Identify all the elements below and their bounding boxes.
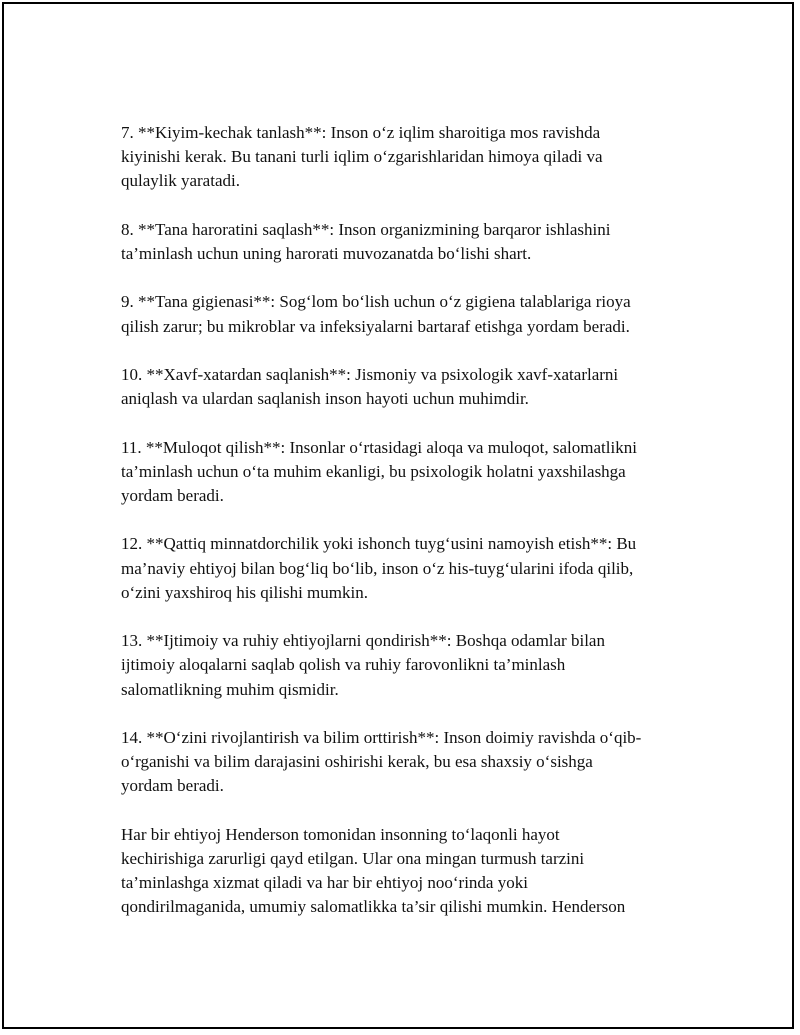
text-line: qilish zarur; bu mikroblar va infeksiyalarni bartaraf etishga yordam beradi. xyxy=(121,316,630,336)
text-line: 13. **Ijtimoiy va ruhiy ehtiyojlarni qondirish**: Boshqa odamlar bilan xyxy=(121,631,605,651)
paragraph-item-11 xyxy=(121,436,696,509)
text-line: kechirishiga zarurligi qayd etilgan. Ular ona mingan turmush tarzini xyxy=(121,848,585,868)
paragraph-item-9 xyxy=(121,290,696,338)
text-line: 8. **Tana haroratini saqlash**: Inson organizmining barqaror ishlashini xyxy=(121,219,611,239)
text-line: 11. **Muloqot qilish**: Insonlar o‘rtasidagi aloqa va muloqot, salomatlikni xyxy=(121,437,637,457)
text-line: qulaylik yaratadi. xyxy=(121,171,240,191)
paragraph-item-7 xyxy=(121,121,696,194)
text-line: 9. **Tana gigienasi**: Sog‘lom bo‘lish uchun o‘z gigiena talablariga rioya xyxy=(121,292,631,312)
text-line: ta’minlashga xizmat qiladi va har bir ehtiyoj noo‘rinda yoki xyxy=(121,873,528,893)
text-line: salomatlikning muhim qismidir. xyxy=(121,679,339,699)
paragraph-item-8 xyxy=(121,218,696,266)
text-line: aniqlash va ulardan saqlanish inson hayoti uchun muhimdir. xyxy=(121,389,529,409)
text-line: o‘zini yaxshiroq his qilishi mumkin. xyxy=(121,582,368,602)
paragraph-item-12 xyxy=(121,532,696,605)
paragraph-item-14 xyxy=(121,726,696,799)
document-body xyxy=(121,121,696,944)
text-line: 14. **O‘zini rivojlantirish va bilim orttirish**: Inson doimiy ravishda o‘qib- xyxy=(121,727,642,747)
text-line: yordam beradi. xyxy=(121,776,224,796)
text-line: 12. **Qattiq minnatdorchilik yoki ishonch tuyg‘usini namoyish etish**: Bu xyxy=(121,534,637,554)
text-line: ma’naviy ehtiyoj bilan bog‘liq bo‘lib, inson o‘z his-tuyg‘ularini ifoda qilib, xyxy=(121,558,634,578)
text-line: 7. **Kiyim-kechak tanlash**: Inson o‘z iqlim sharoitiga mos ravishda xyxy=(121,123,601,142)
text-line: ta’minlash uchun uning harorati muvozanatda bo‘lishi shart. xyxy=(121,244,532,263)
text-line: yordam beradi. xyxy=(121,485,224,505)
text-line: 10. **Xavf-xatardan saqlanish**: Jismoniy va psixologik xavf-xatarlarni xyxy=(121,364,619,384)
text-line: qondirilmaganida, umumiy salomatlikka ta’sir qilishi mumkin. Henderson xyxy=(121,897,626,917)
text-line: o‘rganishi va bilim darajasini oshirishi kerak, bu esa shaxsiy o‘sishga xyxy=(121,752,593,772)
page-frame xyxy=(2,2,794,1029)
paragraph-summary xyxy=(121,823,696,920)
text-line: Har bir ehtiyoj Henderson tomonidan insonning to‘laqonli hayot xyxy=(121,824,560,844)
text-line: ta’minlash uchun o‘ta muhim ekanligi, bu psixologik holatni yaxshilashga xyxy=(121,461,626,481)
text-line: kiyinishi kerak. Bu tanani turli iqlim o‘zgarishlaridan himoya qiladi va xyxy=(121,147,603,167)
paragraph-item-13 xyxy=(121,629,696,702)
text-line: ijtimoiy aloqalarni saqlab qolish va ruhiy farovonlikni ta’minlash xyxy=(121,655,566,675)
paragraph-item-10 xyxy=(121,363,696,411)
